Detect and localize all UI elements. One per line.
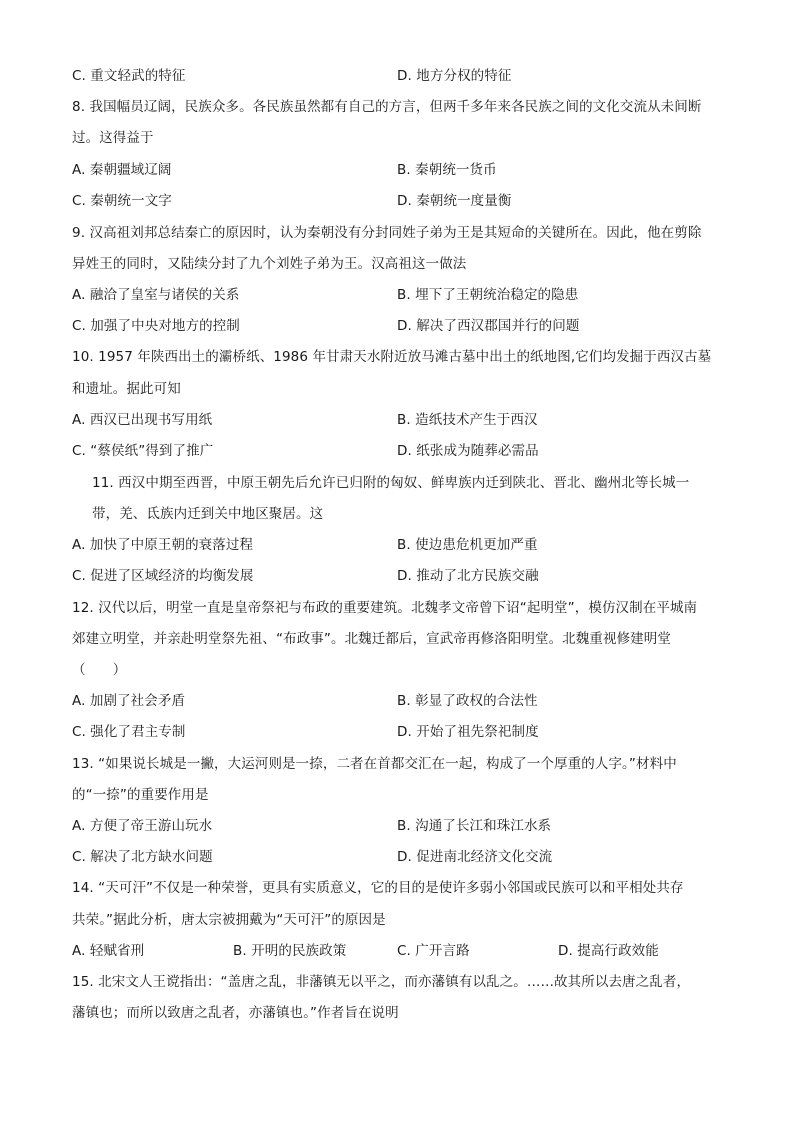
q15-stem-line1: 15. 北宋文人王谠指出：“盖唐之乱，非藩镇无以平之，而亦藩镇有以乱之。……故其所以去唐之乱者， bbox=[72, 974, 691, 990]
q11-option-c: C. 促进了区域经济的均衡发展 bbox=[72, 568, 254, 584]
q14-option-a: A. 轻赋省刑 bbox=[72, 943, 145, 959]
q11-option-a: A. 加快了中原王朝的衰落过程 bbox=[72, 537, 254, 553]
q13-option-a: A. 方便了帝王游山玩水 bbox=[72, 818, 213, 834]
q10-option-a: A. 西汉已出现书写用纸 bbox=[72, 412, 213, 428]
q9-option-b: B. 埋下了王朝统治稳定的隐患 bbox=[397, 287, 579, 303]
prev-option-c: C. 重文轻武的特征 bbox=[72, 68, 186, 84]
q13-stem-line2: 的“一捺”的重要作用是 bbox=[72, 787, 209, 803]
q12-option-d: D. 开始了祖先祭祀制度 bbox=[397, 724, 539, 740]
q10-stem-line2: 和遗址。据此可知 bbox=[72, 381, 181, 397]
q10-option-b: B. 造纸技术产生于西汉 bbox=[397, 412, 538, 428]
q9-stem-line1: 9. 汉高祖刘邦总结秦亡的原因时，认为秦朝没有分封同姓子弟为王是其短命的关键所在。因此，他在剪除 bbox=[72, 225, 702, 241]
q14-option-b: B. 开明的民族政策 bbox=[233, 943, 347, 959]
q8-option-b: B. 秦朝统一货币 bbox=[397, 162, 497, 178]
q12-stem-line1: 12. 汉代以后，明堂一直是皇帝祭祀与布政的重要建筑。北魏孝文帝曾下诏“起明堂”，模仿汉制在平城南 bbox=[72, 600, 698, 616]
q12-option-c: C. 强化了君主专制 bbox=[72, 724, 186, 740]
q10-option-c: C. “蔡侯纸”得到了推广 bbox=[72, 443, 214, 459]
q12-option-a: A. 加剧了社会矛盾 bbox=[72, 693, 186, 709]
q8-option-c: C. 秦朝统一文字 bbox=[72, 193, 172, 209]
q9-stem-line2: 异姓王的同时，又陆续分封了九个刘姓子弟为王。汉高祖这一做法 bbox=[72, 256, 467, 272]
q15-stem-line2: 藩镇也；而所以致唐之乱者，亦藩镇也。”作者旨在说明 bbox=[72, 1005, 399, 1021]
q11-stem-line2: 带，羌、氐族内迁到关中地区聚居。这 bbox=[92, 506, 324, 522]
q13-option-b: B. 沟通了长江和珠江水系 bbox=[397, 818, 552, 834]
q9-option-a: A. 融洽了皇室与诸侯的关系 bbox=[72, 287, 240, 303]
q9-option-c: C. 加强了中央对地方的控制 bbox=[72, 318, 240, 334]
q10-stem-line1: 10. 1957 年陕西出土的灞桥纸、1986 年甘肃天水附近放马滩古墓中出土的纸地图,它们均发掘于西汉古墓 bbox=[72, 349, 712, 365]
q11-option-d: D. 推动了北方民族交融 bbox=[397, 568, 539, 584]
q12-stem-line2: 郊建立明堂，并亲赴明堂祭先祖、“布政事”。北魏迁都后，宣武帝再修洛阳明堂。北魏重视修建明堂 bbox=[72, 631, 671, 647]
q8-stem-line1: 8. 我国幅员辽阔，民族众多。各民族虽然都有自己的方言，但两千多年来各民族之间的文化交流从未间断 bbox=[72, 99, 702, 115]
q8-option-d: D. 秦朝统一度量衡 bbox=[397, 193, 512, 209]
q10-option-d: D. 纸张成为随葬必需品 bbox=[397, 443, 539, 459]
q9-option-d: D. 解决了西汉郡国并行的问题 bbox=[397, 318, 580, 334]
q14-stem-line1: 14. “天可汗”不仅是一种荣誉，更具有实质意义，它的目的是使许多弱小邻国或民族可以和平相处共存 bbox=[72, 880, 684, 896]
q13-option-c: C. 解决了北方缺水问题 bbox=[72, 849, 213, 865]
q11-option-b: B. 使边患危机更加严重 bbox=[397, 537, 538, 553]
q8-option-a: A. 秦朝疆域辽阔 bbox=[72, 162, 172, 178]
q14-option-d: D. 提高行政效能 bbox=[558, 943, 659, 959]
q12-option-b: B. 彰显了政权的合法性 bbox=[397, 693, 538, 709]
prev-option-d: D. 地方分权的特征 bbox=[397, 68, 512, 84]
q14-option-c: C. 广开言路 bbox=[397, 943, 470, 959]
q8-stem-line2: 过。这得益于 bbox=[72, 130, 154, 146]
q12-answer-blank: （ ） bbox=[72, 662, 127, 678]
q11-stem-line1: 11. 西汉中期至西晋，中原王朝先后允许已归附的匈奴、鲜卑族内迁到陕北、晋北、幽州北等长城一 bbox=[92, 475, 690, 491]
q13-option-d: D. 促进南北经济文化交流 bbox=[397, 849, 553, 865]
q14-stem-line2: 共荣。”据此分析，唐太宗被拥戴为“天可汗”的原因是 bbox=[72, 912, 386, 928]
q13-stem-line1: 13. “如果说长城是一撇，大运河则是一捺，二者在首都交汇在一起，构成了一个厚重的人字。”材料中 bbox=[72, 756, 677, 772]
